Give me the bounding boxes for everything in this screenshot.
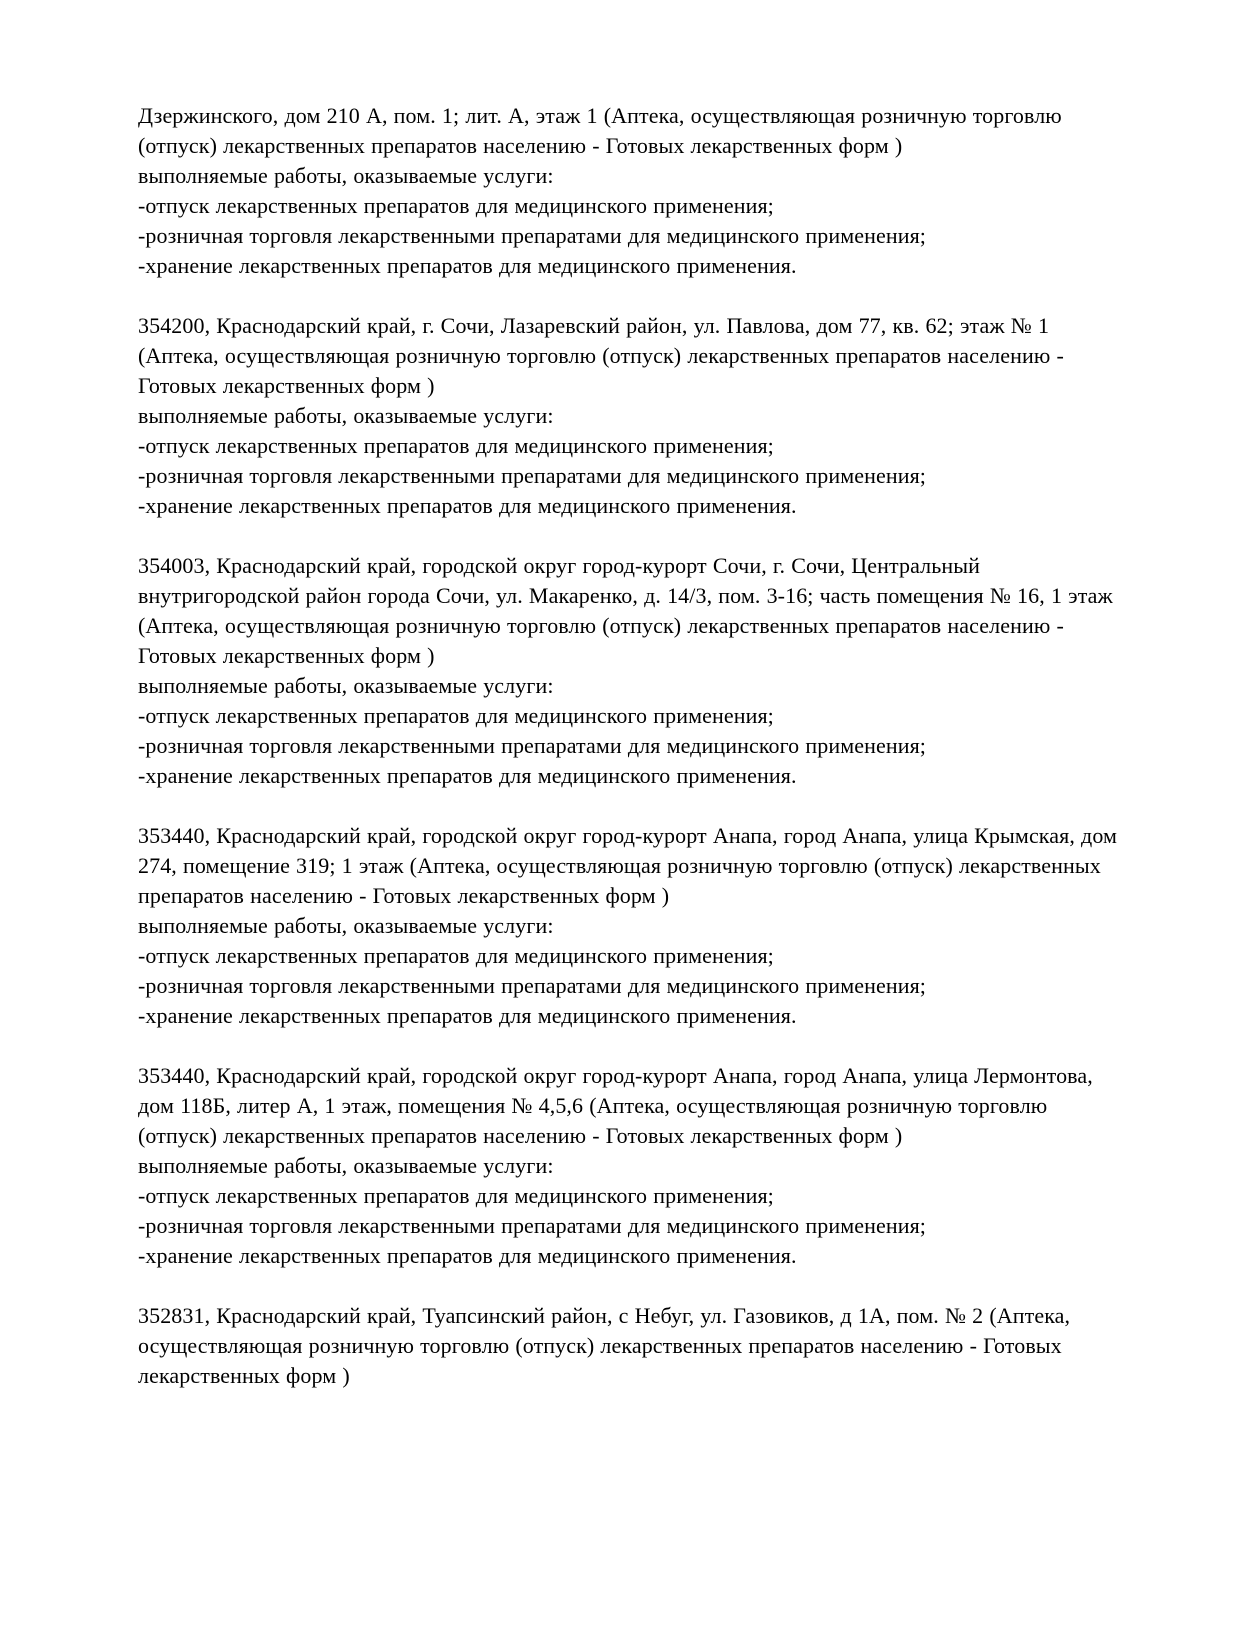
entry-service-line: -розничная торговля лекарственными препаратами для медицинского применения; (138, 223, 927, 248)
entry-service-line: -хранение лекарственных препаратов для медицинского применения. (138, 763, 797, 788)
entry-service-line: -хранение лекарственных препаратов для медицинского применения. (138, 493, 797, 518)
entry-service-line: -отпуск лекарственных препаратов для медицинского применения; (138, 193, 774, 218)
entry-service-line: -розничная торговля лекарственными препаратами для медицинского применения; (138, 463, 927, 488)
license-entry (138, 821, 1120, 1031)
entry-service-line: -розничная торговля лекарственными препаратами для медицинского применения; (138, 1213, 927, 1238)
entry-works-header: выполняемые работы, оказываемые услуги: (138, 913, 554, 938)
entry-works-header: выполняемые работы, оказываемые услуги: (138, 673, 554, 698)
entry-address: 354003, Краснодарский край, городской округ город-курорт Сочи, г. Сочи, Центральный внутригородской район города Сочи, ул. Макаренко, д. 14/3, пом. 3-16; часть помещения № 16, 1 этаж (Аптека, осуществляющая розничную торговлю (отпуск) лекарственных препаратов населению - Готовых лекарственных форм ) (138, 553, 1113, 668)
entry-address: 354200, Краснодарский край, г. Сочи, Лазаревский район, ул. Павлова, дом 77, кв. 62; этаж № 1 (Аптека, осуществляющая розничную торговлю (отпуск) лекарственных препаратов населению - Готовых лекарственных форм ) (138, 313, 1064, 398)
entry-address: 352831, Краснодарский край, Туапсинский район, с Небуг, ул. Газовиков, д 1А, пом. № 2 (Аптека, осуществляющая розничную торговлю (отпуск) лекарственных препаратов населению - Готовых лекарственных форм ) (138, 1303, 1071, 1388)
entry-works-header: выполняемые работы, оказываемые услуги: (138, 403, 554, 428)
entry-service-line: -отпуск лекарственных препаратов для медицинского применения; (138, 703, 774, 728)
entry-service-line: -розничная торговля лекарственными препаратами для медицинского применения; (138, 973, 927, 998)
entry-works-header: выполняемые работы, оказываемые услуги: (138, 163, 554, 188)
entry-service-line: -хранение лекарственных препаратов для медицинского применения. (138, 1243, 797, 1268)
license-entry (138, 551, 1120, 791)
license-entry (138, 311, 1120, 521)
license-entries-list (138, 101, 1120, 1391)
entry-works-header: выполняемые работы, оказываемые услуги: (138, 1153, 554, 1178)
entry-service-line: -хранение лекарственных препаратов для медицинского применения. (138, 253, 797, 278)
entry-service-line: -отпуск лекарственных препаратов для медицинского применения; (138, 433, 774, 458)
license-entry (138, 1301, 1120, 1391)
entry-service-line: -отпуск лекарственных препаратов для медицинского применения; (138, 1183, 774, 1208)
entry-address: Дзержинского, дом 210 А, пом. 1; лит. А, этаж 1 (Аптека, осуществляющая розничную торговлю (отпуск) лекарственных препаратов населению - Готовых лекарственных форм ) (138, 103, 1062, 158)
entry-service-line: -розничная торговля лекарственными препаратами для медицинского применения; (138, 733, 927, 758)
entry-service-line: -хранение лекарственных препаратов для медицинского применения. (138, 1003, 797, 1028)
entry-address: 353440, Краснодарский край, городской округ город-курорт Анапа, город Анапа, улица Крымская, дом 274, помещение 319; 1 этаж (Аптека, осуществляющая розничную торговлю (отпуск) лекарственных препаратов населению - Готовых лекарственных форм ) (138, 823, 1118, 908)
license-entry (138, 1061, 1120, 1271)
entry-service-line: -отпуск лекарственных препаратов для медицинского применения; (138, 943, 774, 968)
entry-address: 353440, Краснодарский край, городской округ город-курорт Анапа, город Анапа, улица Лермонтова, дом 118Б, литер А, 1 этаж, помещения № 4,5,6 (Аптека, осуществляющая розничную торговлю (отпуск) лекарственных препаратов населению - Готовых лекарственных форм ) (138, 1063, 1093, 1148)
license-entry (138, 101, 1120, 281)
